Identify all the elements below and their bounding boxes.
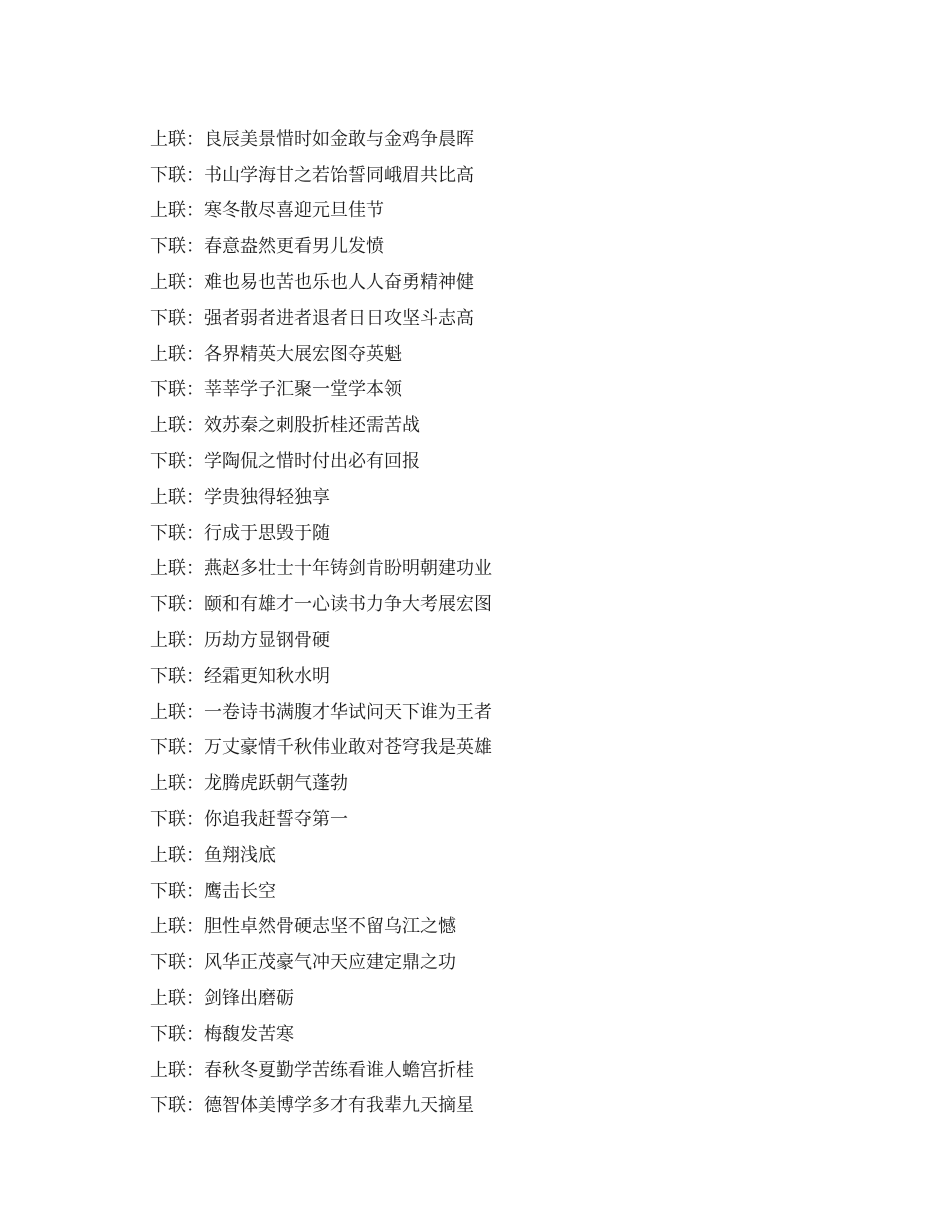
couplet-line	[150, 156, 492, 192]
couplet-line-prefix: 下联：	[150, 737, 204, 759]
couplet-line-text: 效苏秦之刺股折桂还需苦战	[204, 415, 420, 437]
couplet-line-prefix: 上联：	[150, 1059, 204, 1081]
couplet-line-prefix: 下联：	[150, 809, 204, 831]
couplet-line-prefix: 上联：	[150, 415, 204, 437]
couplet-line-text: 鱼翔浅底	[204, 844, 276, 866]
couplet-line-prefix: 上联：	[150, 988, 204, 1010]
couplet-line-text: 德智体美博学多才有我辈九天摘星	[204, 1095, 474, 1117]
couplet-line-text: 各界精英大展宏图夺英魁	[204, 343, 402, 365]
couplet-line-prefix: 下联：	[150, 451, 204, 473]
couplet-line-prefix: 下联：	[150, 594, 204, 616]
couplet-line-text: 良辰美景惜时如金敢与金鸡争晨晖	[204, 128, 474, 150]
couplet-line-prefix: 上联：	[150, 343, 204, 365]
couplet-line	[150, 979, 492, 1015]
couplet-line-text: 难也易也苦也乐也人人奋勇精神健	[204, 272, 474, 294]
couplet-line-text: 鹰击长空	[204, 880, 276, 902]
couplet-line-text: 剑锋出磨砺	[204, 988, 294, 1010]
couplet-line	[150, 1051, 492, 1087]
couplet-line	[150, 299, 492, 335]
couplet-line-prefix: 下联：	[150, 1095, 204, 1117]
couplet-line-text: 燕赵多壮士十年铸剑肯盼明朝建功业	[204, 558, 492, 580]
couplet-line	[150, 335, 492, 371]
couplet-line	[150, 1015, 492, 1051]
couplet-line	[150, 943, 492, 979]
couplet-line-text: 寒冬散尽喜迎元旦佳节	[204, 200, 384, 222]
couplet-line-prefix: 上联：	[150, 272, 204, 294]
couplet-line-prefix: 上联：	[150, 916, 204, 938]
couplet-line-prefix: 下联：	[150, 379, 204, 401]
couplet-line-text: 历劫方显钢骨硬	[204, 630, 330, 652]
couplet-line-text: 强者弱者进者退者日日攻坚斗志高	[204, 307, 474, 329]
couplet-line-prefix: 上联：	[150, 701, 204, 723]
couplet-line-prefix: 上联：	[150, 844, 204, 866]
couplet-line-prefix: 下联：	[150, 236, 204, 258]
couplet-line-text: 行成于思毁于随	[204, 522, 330, 544]
couplet-line	[150, 192, 492, 228]
couplet-line-text: 龙腾虎跃朝气蓬勃	[204, 773, 348, 795]
couplet-line	[150, 764, 492, 800]
couplet-line	[150, 657, 492, 693]
couplet-line-prefix: 上联：	[150, 630, 204, 652]
couplet-line	[150, 836, 492, 872]
couplet-line-text: 胆性卓然骨硬志坚不留乌江之憾	[204, 916, 456, 938]
couplet-line-text: 颐和有雄才一心读书力争大考展宏图	[204, 594, 492, 616]
couplet-line	[150, 908, 492, 944]
couplet-line	[150, 442, 492, 478]
couplet-line	[150, 514, 492, 550]
couplet-line	[150, 800, 492, 836]
couplet-line-text: 一卷诗书满腹才华试问天下谁为王者	[204, 701, 492, 723]
couplet-line	[150, 120, 492, 156]
couplet-line	[150, 729, 492, 765]
couplet-line-prefix: 上联：	[150, 128, 204, 150]
couplet-line-text: 经霜更知秋水明	[204, 665, 330, 687]
couplet-line-prefix: 上联：	[150, 486, 204, 508]
couplet-line-text: 学贵独得轻独享	[204, 486, 330, 508]
couplet-line-text: 学陶侃之惜时付出必有回报	[204, 451, 420, 473]
couplet-line-prefix: 下联：	[150, 522, 204, 544]
couplet-line-prefix: 下联：	[150, 665, 204, 687]
couplet-line-text: 莘莘学子汇聚一堂学本领	[204, 379, 402, 401]
couplet-line-prefix: 下联：	[150, 307, 204, 329]
couplet-line-text: 书山学海甘之若饴誓同峨眉共比高	[204, 164, 474, 186]
couplet-line-prefix: 下联：	[150, 164, 204, 186]
couplet-line	[150, 227, 492, 263]
couplet-line-text: 你追我赶誓夺第一	[204, 809, 348, 831]
couplet-line	[150, 872, 492, 908]
couplet-line-prefix: 上联：	[150, 773, 204, 795]
couplet-line	[150, 693, 492, 729]
couplet-line	[150, 621, 492, 657]
couplet-line	[150, 263, 492, 299]
couplet-line-prefix: 上联：	[150, 558, 204, 580]
couplet-line-text: 春意盎然更看男儿发愤	[204, 236, 384, 258]
couplet-line	[150, 1087, 492, 1123]
couplet-line	[150, 585, 492, 621]
couplet-line-text: 春秋冬夏勤学苦练看谁人蟾宫折桂	[204, 1059, 474, 1081]
couplet-line-text: 梅馥发苦寒	[204, 1023, 294, 1045]
couplet-line-prefix: 下联：	[150, 880, 204, 902]
couplet-line	[150, 478, 492, 514]
couplet-line-text: 万丈豪情千秋伟业敢对苍穹我是英雄	[204, 737, 492, 759]
couplet-line	[150, 406, 492, 442]
couplet-line-text: 风华正茂豪气冲天应建定鼎之功	[204, 952, 456, 974]
couplet-line	[150, 371, 492, 407]
couplet-line-prefix: 下联：	[150, 1023, 204, 1045]
couplet-line	[150, 550, 492, 586]
couplet-line-prefix: 上联：	[150, 200, 204, 222]
couplet-line-prefix: 下联：	[150, 952, 204, 974]
couplet-list	[150, 120, 492, 1122]
